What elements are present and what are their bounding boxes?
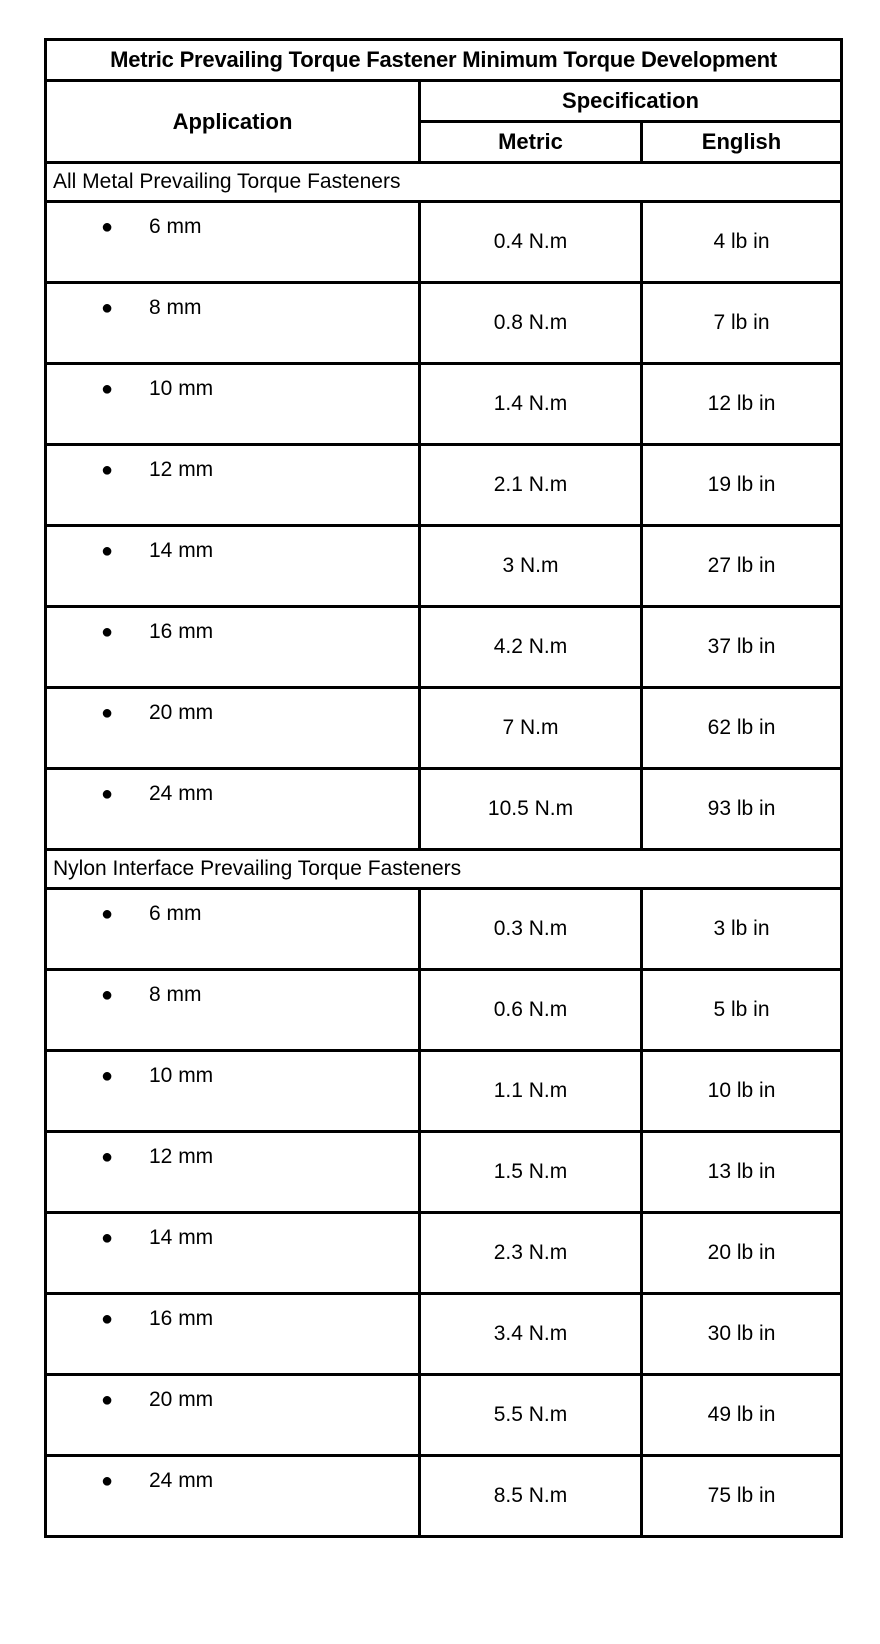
table-row — [46, 283, 842, 364]
application-cell — [46, 1294, 420, 1375]
bullet-icon: ● — [101, 1227, 114, 1249]
table-row — [46, 769, 842, 850]
fastener-size: 24 mm — [149, 782, 214, 805]
torque-spec-table — [44, 38, 843, 1538]
application-cell — [46, 688, 420, 769]
english-value: 10 lb in — [642, 1051, 842, 1132]
table-row — [46, 607, 842, 688]
table-title-row — [46, 40, 842, 81]
fastener-size: 14 mm — [149, 539, 214, 562]
english-value: 13 lb in — [642, 1132, 842, 1213]
metric-value: 2.1 N.m — [420, 445, 642, 526]
bullet-icon: ● — [101, 540, 114, 562]
application-cell — [46, 364, 420, 445]
application-cell — [46, 445, 420, 526]
english-header: English — [642, 122, 842, 163]
table-row — [46, 970, 842, 1051]
fastener-size: 14 mm — [149, 1226, 214, 1249]
bullet-icon: ● — [101, 621, 114, 643]
metric-value: 1.4 N.m — [420, 364, 642, 445]
application-cell — [46, 607, 420, 688]
application-cell — [46, 526, 420, 607]
english-value: 7 lb in — [642, 283, 842, 364]
application-cell — [46, 889, 420, 970]
english-value: 4 lb in — [642, 202, 842, 283]
section-title: All Metal Prevailing Torque Fasteners — [46, 163, 842, 202]
bullet-icon: ● — [101, 1470, 114, 1492]
table-row — [46, 1375, 842, 1456]
metric-value: 0.4 N.m — [420, 202, 642, 283]
metric-value: 0.3 N.m — [420, 889, 642, 970]
bullet-icon: ● — [101, 783, 114, 805]
table-row — [46, 1456, 842, 1537]
metric-value: 8.5 N.m — [420, 1456, 642, 1537]
fastener-size: 20 mm — [149, 701, 214, 724]
english-value: 3 lb in — [642, 889, 842, 970]
bullet-icon: ● — [101, 1308, 114, 1330]
metric-value: 0.6 N.m — [420, 970, 642, 1051]
metric-value: 2.3 N.m — [420, 1213, 642, 1294]
fastener-size: 20 mm — [149, 1388, 214, 1411]
english-value: 37 lb in — [642, 607, 842, 688]
application-cell — [46, 970, 420, 1051]
table-row — [46, 526, 842, 607]
bullet-icon: ● — [101, 1065, 114, 1087]
metric-value: 4.2 N.m — [420, 607, 642, 688]
application-cell — [46, 1375, 420, 1456]
fastener-size: 8 mm — [149, 296, 202, 319]
english-value: 5 lb in — [642, 970, 842, 1051]
english-value: 93 lb in — [642, 769, 842, 850]
fastener-size: 10 mm — [149, 377, 214, 400]
application-header: Application — [46, 81, 420, 163]
specification-header: Specification — [420, 81, 842, 122]
section-row — [46, 850, 842, 889]
table-row — [46, 1051, 842, 1132]
fastener-size: 24 mm — [149, 1469, 214, 1492]
table-row — [46, 1294, 842, 1375]
metric-value: 1.1 N.m — [420, 1051, 642, 1132]
metric-value: 1.5 N.m — [420, 1132, 642, 1213]
english-value: 20 lb in — [642, 1213, 842, 1294]
table-row — [46, 889, 842, 970]
metric-value: 3 N.m — [420, 526, 642, 607]
bullet-icon: ● — [101, 378, 114, 400]
table-title: Metric Prevailing Torque Fastener Minimum Torque Development — [46, 40, 842, 81]
english-value: 62 lb in — [642, 688, 842, 769]
english-value: 49 lb in — [642, 1375, 842, 1456]
fastener-size: 12 mm — [149, 1145, 214, 1168]
fastener-size: 12 mm — [149, 458, 214, 481]
fastener-size: 10 mm — [149, 1064, 214, 1087]
metric-value: 10.5 N.m — [420, 769, 642, 850]
bullet-icon: ● — [101, 903, 114, 925]
fastener-size: 16 mm — [149, 1307, 214, 1330]
english-value: 27 lb in — [642, 526, 842, 607]
application-cell — [46, 1213, 420, 1294]
table-row — [46, 1132, 842, 1213]
bullet-icon: ● — [101, 702, 114, 724]
fastener-size: 16 mm — [149, 620, 214, 643]
fastener-size: 6 mm — [149, 902, 202, 925]
metric-value: 5.5 N.m — [420, 1375, 642, 1456]
header-row-1 — [46, 81, 842, 122]
bullet-icon: ● — [101, 1389, 114, 1411]
fastener-size: 8 mm — [149, 983, 202, 1006]
bullet-icon: ● — [101, 297, 114, 319]
metric-value: 0.8 N.m — [420, 283, 642, 364]
bullet-icon: ● — [101, 984, 114, 1006]
application-cell — [46, 202, 420, 283]
bullet-icon: ● — [101, 459, 114, 481]
application-cell — [46, 1456, 420, 1537]
bullet-icon: ● — [101, 1146, 114, 1168]
metric-value: 7 N.m — [420, 688, 642, 769]
english-value: 19 lb in — [642, 445, 842, 526]
english-value: 12 lb in — [642, 364, 842, 445]
section-title: Nylon Interface Prevailing Torque Fasteners — [46, 850, 842, 889]
application-cell — [46, 769, 420, 850]
metric-value: 3.4 N.m — [420, 1294, 642, 1375]
metric-header: Metric — [420, 122, 642, 163]
application-cell — [46, 1132, 420, 1213]
table-row — [46, 688, 842, 769]
application-cell — [46, 283, 420, 364]
table-row — [46, 445, 842, 526]
section-row — [46, 163, 842, 202]
english-value: 75 lb in — [642, 1456, 842, 1537]
english-value: 30 lb in — [642, 1294, 842, 1375]
table-row — [46, 364, 842, 445]
bullet-icon: ● — [101, 216, 114, 238]
table-row — [46, 1213, 842, 1294]
application-cell — [46, 1051, 420, 1132]
fastener-size: 6 mm — [149, 215, 202, 238]
table-row — [46, 202, 842, 283]
